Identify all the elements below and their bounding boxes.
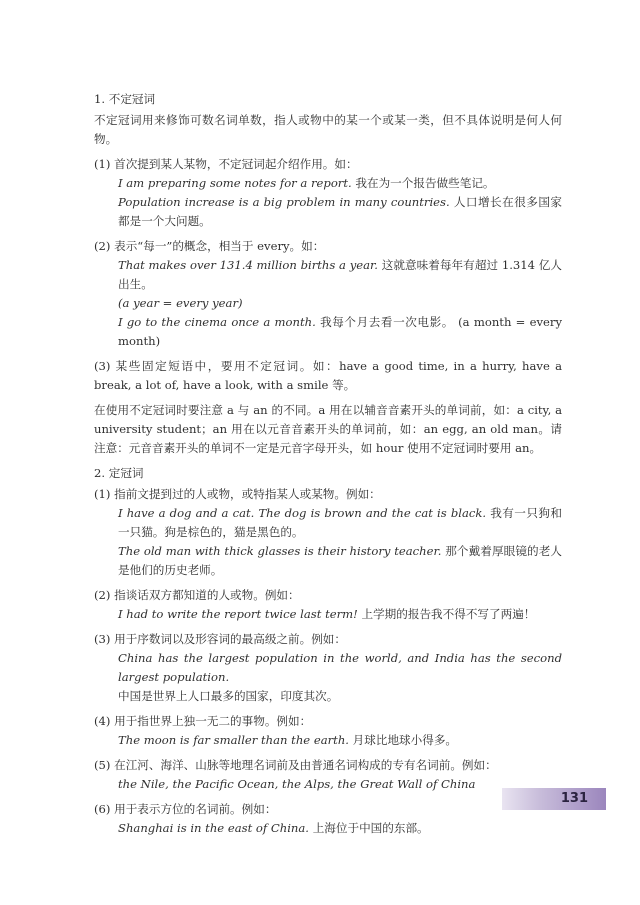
example-english: The moon is far smaller than the earth. xyxy=(118,733,349,747)
example-english: (a year = every year) xyxy=(118,296,243,310)
example-chinese: 我每个月去看一次电影。 (a month = every month) xyxy=(118,315,563,348)
example-sentence xyxy=(94,294,562,313)
section-title-definite-article: 2. 定冠词 xyxy=(94,466,144,480)
example-english: China has the largest population in the world, and India has the second largest population. xyxy=(118,651,562,684)
rule-item xyxy=(94,800,562,838)
rule-item xyxy=(94,630,562,706)
example-chinese: 那个戴着厚眼镜的老人是他们的历史老师。 xyxy=(118,544,563,577)
example-sentence xyxy=(94,313,562,351)
example-sentence xyxy=(94,649,562,687)
section-intro: 不定冠词用来修饰可数名词单数，指人或物中的某一个或某一类，但不具体说明是何人何物。 xyxy=(94,113,562,146)
page-content xyxy=(94,90,562,844)
example-chinese: 上学期的报告我不得不写了两遍！ xyxy=(361,607,536,621)
rule-item xyxy=(94,586,562,624)
rule-heading: (6) 用于表示方位的名词前。例如： xyxy=(94,802,277,816)
rule-heading: (3) 用于序数词以及形容词的最高级之前。例如： xyxy=(94,632,346,646)
example-english: the Nile, the Pacific Ocean, the Alps, the Great Wall of China xyxy=(118,777,476,791)
rule-heading: (4) 用于指世界上独一无二的事物。例如： xyxy=(94,714,312,728)
example-sentence xyxy=(94,174,562,193)
example-chinese: 这就意味着每年有超过 1.314 亿人出生。 xyxy=(118,258,562,291)
example-english: That makes over 131.4 million births a year. xyxy=(118,258,378,272)
example-chinese: 我在为一个报告做些笔记。 xyxy=(355,176,495,190)
example-english: I had to write the report twice last term! xyxy=(118,607,358,621)
rule-heading: (1) 首次提到某人某物，不定冠词起介绍作用。如： xyxy=(94,157,358,171)
rule-heading: (5) 在江河、海洋、山脉等地理名词前及由普通名词构成的专有名词前。例如： xyxy=(94,758,497,772)
example-english: Shanghai is in the east of China. xyxy=(118,821,309,835)
rule-heading: (1) 指前文提到过的人或物，或特指某人或某物。例如： xyxy=(94,487,381,501)
example-sentence xyxy=(94,687,562,706)
example-chinese: 中国是世界上人口最多的国家，印度其次。 xyxy=(118,689,339,703)
usage-note: 在使用不定冠词时要注意 a 与 an 的不同。a 用在以辅音音素开头的单词前，如：a city, a university student；an 用在以元音音素开头的单词前，如：an egg, an old man。请注意：元音音素开头的单词不一定是元音字母开头，如 hour 使用不定冠词时要用 an。 xyxy=(94,403,562,455)
example-chinese: 我有一只狗和一只猫。狗是棕色的，猫是黑色的。 xyxy=(118,506,562,539)
example-chinese: 人口增长在很多国家都是一个大问题。 xyxy=(118,195,562,228)
example-sentence xyxy=(94,775,562,794)
example-sentence xyxy=(94,542,562,580)
rule-heading: (3) 某些固定短语中，要用不定冠词。如：have a good time, in a hurry, have a break, a lot of, have a look, with a smile 等。 xyxy=(94,359,562,392)
section-title-indefinite-article: 1. 不定冠词 xyxy=(94,92,156,106)
example-chinese: 月球比地球小得多。 xyxy=(352,733,458,747)
example-sentence xyxy=(94,193,562,231)
rule-item xyxy=(94,756,562,794)
example-english: Population increase is a big problem in many countries. xyxy=(118,195,450,209)
page-number: 131 xyxy=(560,791,588,806)
example-chinese: 上海位于中国的东部。 xyxy=(312,821,429,835)
rule-item xyxy=(94,237,562,351)
example-sentence xyxy=(94,605,562,624)
example-english: I am preparing some notes for a report. xyxy=(118,176,352,190)
rule-heading: (2) 指谈话双方都知道的人或物。例如： xyxy=(94,588,300,602)
rule-item xyxy=(94,155,562,231)
page-number-band xyxy=(502,788,606,810)
example-sentence xyxy=(94,504,562,542)
rule-heading: (2) 表示“每一”的概念，相当于 every。如： xyxy=(94,239,325,253)
example-english: I have a dog and a cat. The dog is brown and the cat is black. xyxy=(118,506,487,520)
example-sentence xyxy=(94,256,562,294)
rule-item xyxy=(94,357,562,395)
rule-item xyxy=(94,485,562,580)
rule-item xyxy=(94,712,562,750)
example-english: The old man with thick glasses is their history teacher. xyxy=(118,544,442,558)
example-english: I go to the cinema once a month. xyxy=(118,315,316,329)
example-sentence xyxy=(94,731,562,750)
example-sentence xyxy=(94,819,562,838)
